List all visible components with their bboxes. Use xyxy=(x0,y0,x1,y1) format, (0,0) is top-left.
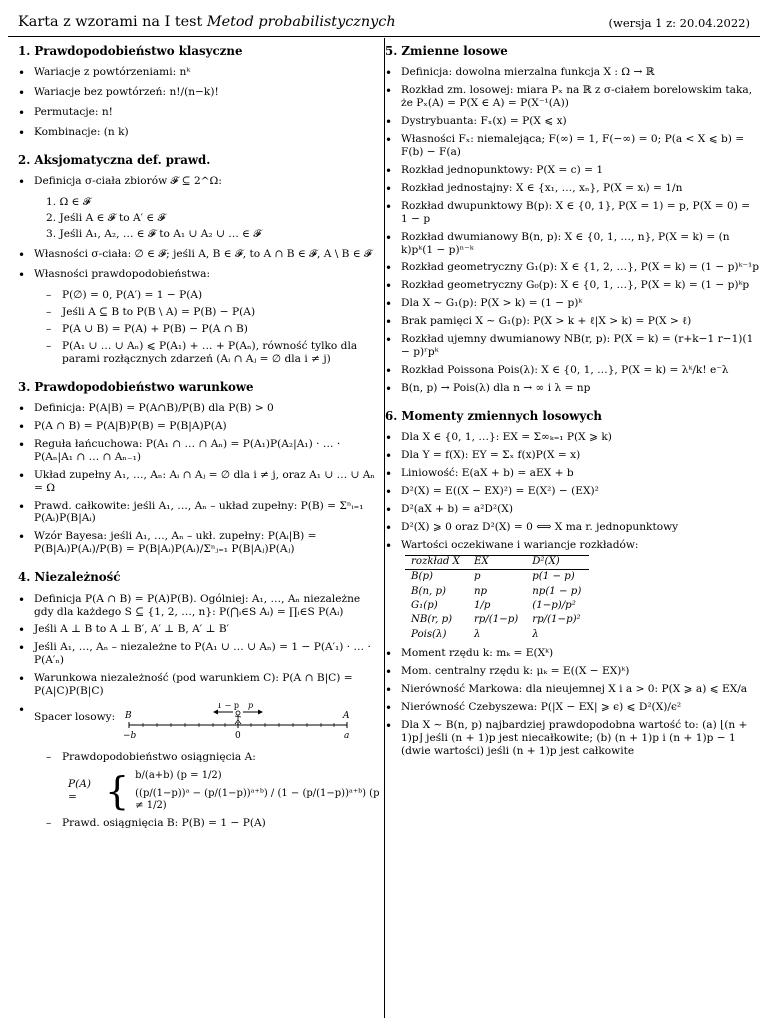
list-item: • Wzór Bayesa: jeśli A₁, …, Aₙ – ukł. zupełny: P(Aᵢ|B) = P(B|Aᵢ)P(Aᵢ)/P(B) = P(B|Aᵢ)P(Aᵢ)/Σⁿⱼ₌₁ P(B|Aⱼ)P(Aⱼ) xyxy=(18,530,380,556)
list-item xyxy=(18,175,380,241)
table-row xyxy=(405,585,589,599)
list-item xyxy=(18,703,380,829)
section-conditional-probability xyxy=(18,380,380,557)
section-moments xyxy=(385,409,760,758)
list-item: • D²(X) = E((X − EX)²) = E(X²) − (EX)² xyxy=(385,485,760,498)
table-cell: rp/(1−p)² xyxy=(532,614,581,626)
barrier-b-label: B xyxy=(125,711,132,722)
table-header-row xyxy=(405,555,589,569)
list-item: • Moment rzędu k: mₖ = E(Xᵏ) xyxy=(385,647,760,660)
formula-lhs: P(A) = xyxy=(68,778,92,804)
section-independence xyxy=(18,570,380,829)
list-item: • Warunkowa niezależność (pod warunkiem C): P(A ∩ B|C) = P(A|C)P(B|C) xyxy=(18,672,380,698)
table-cell: p xyxy=(473,571,481,583)
list-item: • Definicja: dowolna mierzalna funkcja X : Ω → ℝ xyxy=(385,66,760,79)
section-random-variables xyxy=(385,44,760,395)
list-item: • Rozkład jednopunktowy: P(X = c) = 1 xyxy=(385,164,760,177)
right-prob-label: p xyxy=(248,703,254,711)
table-header-cell: rozkład X xyxy=(405,555,468,569)
left-prob-label: 1 − p xyxy=(217,703,240,711)
list-item: • Rozkład Poissona Pois(λ): X ∈ {0, 1, …}, P(X = k) = λᵏ/k! e⁻λ xyxy=(385,364,760,377)
list-item: • Mom. centralny rzędu k: μₖ = E((X − EX)ᵏ) xyxy=(385,665,760,678)
item-text: Definicja σ-ciała zbiorów 𝓕 ⊆ 2^Ω: xyxy=(34,175,222,188)
table-header-cell: D²(X) xyxy=(526,555,589,569)
left-column xyxy=(18,44,380,843)
list-item: • Rozkład geometryczny G₁(p): X ∈ {1, 2, …}, P(X = k) = (1 − p)ᵏ⁻¹p xyxy=(385,261,760,274)
table-cell: np xyxy=(473,585,488,597)
list-item: • Definicja P(A ∩ B) = P(A)P(B). Ogólniej: A₁, …, Aₙ niezależne gdy dla każdego S ⊆ {1, 2, …, n}: P(⋂ᵢ∈S Aᵢ) = ∏ᵢ∈S P(Aᵢ) xyxy=(18,593,380,619)
list-item: • Własności σ-ciała: ∅ ∈ 𝓕; jeśli A, B ∈ 𝓕, to A ∩ B ∈ 𝓕, A \ B ∈ 𝓕 xyxy=(18,248,380,261)
case-general: ((p/(1−p))ᵃ − (p/(1−p))ᵃ⁺ᵇ) / (1 − (p/(1−p))ᵃ⁺ᵇ) (p ≠ 1/2) xyxy=(135,788,380,812)
section-title: 1. Prawdopodobieństwo klasyczne xyxy=(18,44,243,58)
enum-item: 1. Ω ∈ 𝓕 xyxy=(46,196,91,209)
list-item: • D²(X) ⩾ 0 oraz D²(X) = 0 ⟺ X ma r. jednopunktowy xyxy=(385,521,760,534)
list-item: • Permutacje: n! xyxy=(18,106,380,119)
table-cell: (1−p)/p² xyxy=(532,599,576,611)
list-item: • Dla X ∼ G₁(p): P(X > k) = (1 − p)ᵏ xyxy=(385,297,760,310)
case-half: b/(a+b) (p = 1/2) xyxy=(135,769,222,781)
table-cell: np(1 − p) xyxy=(532,585,582,597)
section-axiomatic-definition xyxy=(18,153,380,366)
formula-cases xyxy=(135,770,380,813)
enum-item: 3. Jeśli A₁, A₂, … ∈ 𝓕 to A₁ ∪ A₂ ∪ … ∈ 𝓕 xyxy=(46,228,262,241)
section-title: 6. Momenty zmiennych losowych xyxy=(385,408,602,423)
list-item: • Reguła łańcuchowa: P(A₁ ∩ … ∩ Aₙ) = P(A₁)P(A₂|A₁) · … · P(Aₙ|A₁ ∩ … ∩ Aₙ₋₁) xyxy=(18,438,380,464)
right-column xyxy=(385,44,760,772)
table-header-cell: EX xyxy=(468,555,526,569)
item-text: Wartości oczekiwane i wariancje rozkładów: xyxy=(401,538,639,551)
section-title: 3. Prawdopodobieństwo warunkowe xyxy=(18,379,254,394)
random-walk-row xyxy=(34,703,380,743)
list-item: • Nierówność Czebyszewa: P(|X − EX| ⩾ ϵ) ⩽ D²(X)/ϵ² xyxy=(385,701,760,714)
table-cell: G₁(p) xyxy=(411,599,438,611)
random-walk-diagram xyxy=(121,703,357,743)
hit-probability-formula xyxy=(68,770,380,813)
table-row xyxy=(405,599,589,613)
section-title: 5. Zmienne losowe xyxy=(385,44,508,58)
table-cell: λ xyxy=(532,628,539,640)
list-item: • Liniowość: E(aX + b) = aEX + b xyxy=(385,467,760,480)
section-title: 2. Aksjomatyczna def. prawd. xyxy=(18,153,211,168)
list-item xyxy=(18,268,380,366)
list-item: • Nierówność Markowa: dla nieujemnej X i a > 0: P(X ⩾ a) ⩽ EX/a xyxy=(385,683,760,696)
list-item: • Rozkład zm. losowej: miara Pₓ na ℝ z σ-ciałem borelowskim taka, że Pₓ(A) = P(X ∈ A) = P(X⁻¹(A)) xyxy=(385,84,760,110)
list-item: • Brak pamięci X ∼ G₁(p): P(X > k + ℓ|X > k) = P(X > ℓ) xyxy=(385,315,760,328)
list-item: • Wariacje z powtórzeniami: nᵏ xyxy=(18,66,380,79)
table-cell: λ xyxy=(473,628,481,640)
title-emphasis: Metod probabilistycznych xyxy=(206,14,396,30)
list-item: • Układ zupełny A₁, …, Aₙ: Aᵢ ∩ Aⱼ = ∅ dla i ≠ j, oraz A₁ ∪ … ∪ Aₙ = Ω xyxy=(18,469,380,495)
probability-properties xyxy=(34,289,380,366)
section-classical-probability xyxy=(18,44,380,139)
minus-b-label: −b xyxy=(123,731,137,742)
list-item: • Rozkład dwupunktowy B(p): X ∈ {0, 1}, P(X = 1) = p, P(X = 0) = 1 − p xyxy=(385,200,760,226)
list-item: • Dla Y = f(X): EY = Σₓ f(x)P(X = x) xyxy=(385,449,760,462)
right-arrow-icon xyxy=(243,710,263,715)
random-walk-notes xyxy=(34,751,380,829)
list-item: • Kombinacje: (n k) xyxy=(18,126,380,139)
table-cell: B(n, p) xyxy=(411,585,446,597)
list-item xyxy=(385,539,760,643)
left-arrow-icon xyxy=(213,710,233,715)
page-title xyxy=(18,14,396,32)
table-cell: p(1 − p) xyxy=(532,571,575,583)
moments-table xyxy=(405,555,589,643)
spacer-label: • Spacer losowy: xyxy=(34,711,116,724)
dash-item: – P(A₁ ∪ … ∪ Aₙ) ⩽ P(A₁) + … + P(Aₙ), równość tylko dla parami rozłącznych zdarzeń (Aᵢ ∩ Aⱼ = ∅ dla i ≠ j) xyxy=(46,340,380,366)
dash-item xyxy=(46,751,380,812)
list-item: • Dla X ∼ B(n, p) najbardziej prawdopodobna wartość to: (a) ⌊(n + 1)p⌋ jeśli (n + 1)p jest niecałkowite; (b) (n + 1)p i (n + 1)p − 1 (dwie wartości) jeśli (n + 1)p jest całkowite xyxy=(385,719,760,758)
version-label: (wersja 1 z: 20.04.2022) xyxy=(608,16,750,30)
dash-item: – P(A ∪ B) = P(A) + P(B) − P(A ∩ B) xyxy=(46,323,380,336)
table-cell: NB(r, p) xyxy=(411,614,453,626)
list-item: • D²(aX + b) = a²D²(X) xyxy=(385,503,760,516)
section-title: 4. Niezależność xyxy=(18,570,121,585)
header xyxy=(18,14,750,34)
list-item: • Własności Fₓ: niemalejąca; F(∞) = 1, F(−∞) = 0; P(a < X ⩽ b) = F(b) − F(a) xyxy=(385,133,760,159)
zero-label: 0 xyxy=(235,731,241,742)
table-row xyxy=(405,628,589,642)
item-text: Prawdopodobieństwo osiągnięcia A: xyxy=(62,751,256,764)
top-rule xyxy=(8,36,760,37)
dash-item: – Prawd. osiągnięcia B: P(B) = 1 − P(A) xyxy=(46,817,380,830)
title-prefix: Karta z wzorami na I test xyxy=(18,14,203,30)
list-item: • Wariacje bez powtórzeń: n!/(n−k)! xyxy=(18,86,380,99)
table-cell: Pois(λ) xyxy=(411,628,447,640)
sigma-field-conditions xyxy=(34,196,380,241)
table-row xyxy=(405,613,589,627)
table-cell: rp/(1−p) xyxy=(473,614,519,626)
list-item: • Dystrybuanta: Fₓ(x) = P(X ⩽ x) xyxy=(385,115,760,128)
brace-icon: { xyxy=(104,769,130,814)
dash-item: – Jeśli A ⊆ B to P(B \ A) = P(B) − P(A) xyxy=(46,306,380,319)
list-item: • Rozkład ujemny dwumianowy NB(r, p): P(X = k) = (r+k−1 r−1)(1 − p)ʳpᵏ xyxy=(385,333,760,359)
list-item: • Rozkład jednostajny: X ∈ {x₁, …, xₙ}, P(X = xᵢ) = 1/n xyxy=(385,182,760,195)
table-cell: B(p) xyxy=(411,571,433,583)
list-item: • Dla X ∈ {0, 1, …}: EX = Σ∞ₖ₌₁ P(X ⩾ k) xyxy=(385,431,760,444)
table-row xyxy=(405,570,589,585)
list-item: • Rozkład geometryczny G₀(p): X ∈ {0, 1, …}, P(X = k) = (1 − p)ᵏp xyxy=(385,279,760,292)
list-item: • Rozkład dwumianowy B(n, p): X ∈ {0, 1, …, n}, P(X = k) = (n k)pᵏ(1 − p)ⁿ⁻ᵏ xyxy=(385,231,760,257)
dash-item: – P(∅) = 0, P(A′) = 1 − P(A) xyxy=(46,289,380,302)
list-item: • Jeśli A₁, …, Aₙ – niezależne to P(A₁ ∪ … ∪ Aₙ) = 1 − P(A′₁) · … · P(A′ₙ) xyxy=(18,641,380,667)
list-item: • P(A ∩ B) = P(A|B)P(B) = P(B|A)P(A) xyxy=(18,420,380,433)
barrier-a-label: A xyxy=(343,711,350,722)
item-text: Własności prawdopodobieństwa: xyxy=(34,268,211,281)
list-item: • B(n, p) → Pois(λ) dla n → ∞ i λ = np xyxy=(385,382,760,395)
table-cell: 1/p xyxy=(473,599,491,611)
list-item: • Definicja: P(A|B) = P(A∩B)/P(B) dla P(B) > 0 xyxy=(18,402,380,415)
list-item: • Jeśli A ⊥ B to A ⊥ B′, A′ ⊥ B, A′ ⊥ B′ xyxy=(18,623,380,636)
enum-item: 2. Jeśli A ∈ 𝓕 to A′ ∈ 𝓕 xyxy=(46,212,166,225)
list-item: • Prawd. całkowite: jeśli A₁, …, Aₙ – układ zupełny: P(B) = Σⁿᵢ₌₁ P(Aᵢ)P(B|Aᵢ) xyxy=(18,500,380,526)
a-label: a xyxy=(344,731,350,742)
